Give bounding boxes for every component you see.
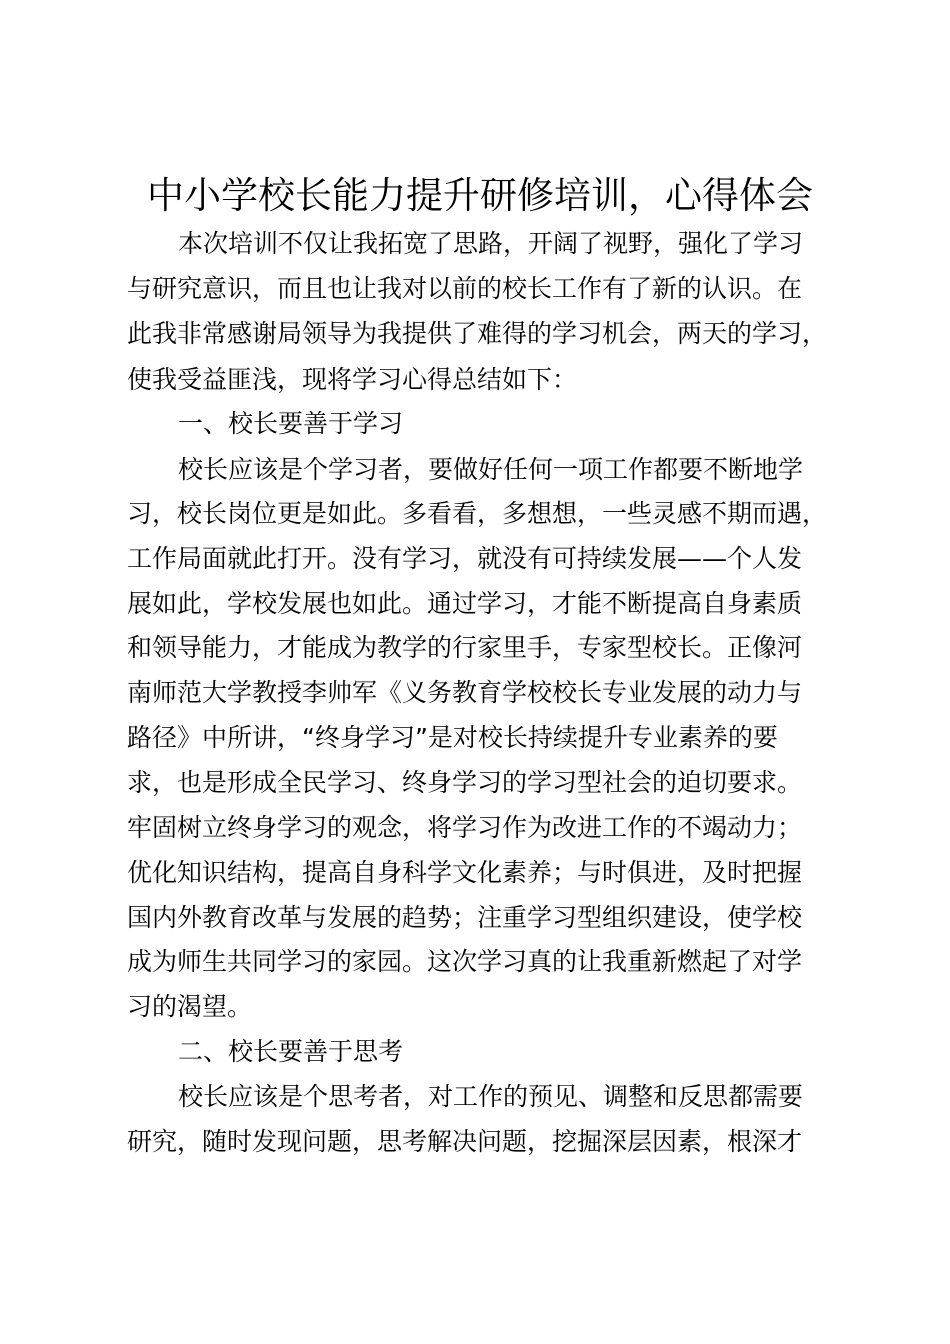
paragraph-line: 校长应该是个学习者，要做好任何一项工作都要不断地学 — [178, 455, 804, 484]
paragraph-line: 和领导能力，才能成为教学的行家里手，专家型校长。正像河 — [127, 633, 803, 662]
paragraph-line: 展如此，学校发展也如此。通过学习，才能不断提高自身素质 — [127, 589, 803, 618]
paragraph-line: 研究，随时发现问题，思考解决问题，挖掘深层因素，根深才 — [127, 1127, 803, 1156]
paragraph-line: 此我非常感谢局领导为我提供了难得的学习机会，两天的学习， — [127, 319, 828, 348]
paragraph-line: 路径》中所讲，“终身学习”是对校长持续提升专业素养的要 — [127, 723, 778, 752]
paragraph-line: 成为师生共同学习的家园。这次学习真的让我重新燃起了对学 — [127, 947, 803, 976]
paragraph-line: 习的渴望。 — [127, 992, 253, 1021]
section-heading: 二、校长要善于思考 — [178, 1037, 404, 1066]
paragraph-line: 与研究意识，而且也让我对以前的校长工作有了新的认识。在 — [127, 274, 803, 303]
paragraph-line: 牢固树立终身学习的观念，将学习作为改进工作的不竭动力； — [127, 813, 803, 842]
paragraph-line: 工作局面就此打开。没有学习，就没有可持续发展——个人发 — [127, 544, 803, 573]
paragraph-line: 南师范大学教授李帅军《义务教育学校校长专业发展的动力与 — [127, 678, 803, 707]
paragraph-line: 使我受益匪浅，现将学习心得总结如下： — [127, 365, 578, 394]
paragraph-line: 习，校长岗位更是如此。多看看，多想想，一些灵感不期而遇， — [127, 499, 828, 528]
paragraph-line: 校长应该是个思考者，对工作的预见、调整和反思都需要 — [178, 1082, 804, 1111]
paragraph-line: 本次培训不仅让我拓宽了思路，开阔了视野，强化了学习 — [178, 229, 804, 258]
paragraph-line: 国内外教育改革与发展的趋势；注重学习型组织建设，使学校 — [127, 903, 803, 932]
paragraph-line: 求，也是形成全民学习、终身学习的学习型社会的迫切要求。 — [127, 768, 803, 797]
document-title: 中小学校长能力提升研修培训，心得体会 — [147, 174, 813, 217]
paragraph-line: 优化知识结构，提高自身科学文化素养；与时俱进，及时把握 — [127, 858, 803, 887]
section-heading: 一、校长要善于学习 — [178, 409, 404, 438]
